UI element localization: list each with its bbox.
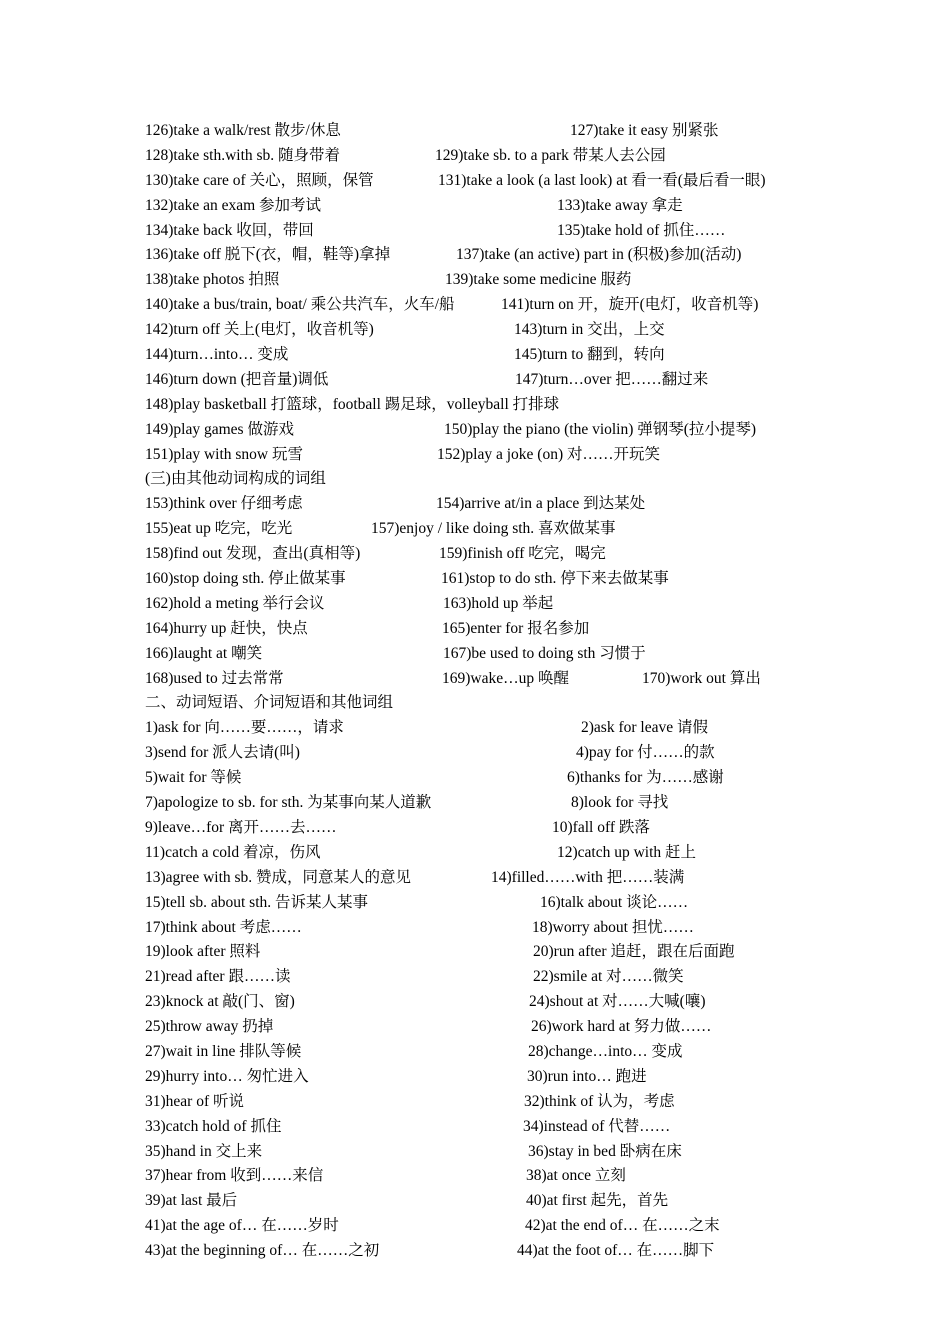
- phrase-row: [145, 268, 865, 293]
- phrase-entry: 144)turn…into… 变成: [145, 346, 289, 364]
- phrase-entry: 168)used to 过去常常: [145, 669, 284, 687]
- phrase-entry: 19)look after 照料: [145, 943, 261, 961]
- phrase-entry: 151)play with snow 玩雪: [145, 445, 304, 463]
- phrase-entry: 14)filled……with 把……装满: [491, 868, 685, 886]
- phrase-entry: 36)stay in bed 卧病在床: [528, 1142, 682, 1160]
- phrase-row: [145, 293, 865, 318]
- phrase-row: [145, 965, 865, 990]
- phrase-row: [145, 592, 865, 617]
- phrase-row: [145, 393, 865, 418]
- phrase-row: [145, 1239, 865, 1264]
- phrase-row: [145, 418, 865, 443]
- phrase-entry: 128)take sth.with sb. 随身带着: [145, 146, 341, 164]
- phrase-row: [145, 318, 865, 343]
- phrase-row: [145, 667, 865, 692]
- phrase-entry: 1)ask for 向……要……，请求: [145, 719, 344, 737]
- phrase-entry: 25)throw away 扔掉: [145, 1018, 274, 1036]
- phrase-entry: 29)hurry into… 匆忙进入: [145, 1067, 309, 1085]
- phrase-row: [145, 1040, 865, 1065]
- phrase-entry: 147)turn…over 把……翻过来: [515, 370, 709, 388]
- phrase-entry: 155)eat up 吃完，吃光: [145, 520, 293, 538]
- phrase-entry: 22)smile at 对……微笑: [533, 968, 684, 986]
- phrase-entry: 二、动词短语、介词短语和其他词组: [145, 694, 394, 712]
- phrase-entry: 161)stop to do sth. 停下来去做某事: [441, 570, 669, 588]
- phrase-row: [145, 517, 865, 542]
- phrase-entry: 5)wait for 等候: [145, 769, 242, 787]
- phrase-entry: 4)pay for 付……的款: [576, 744, 715, 762]
- phrase-row: [145, 567, 865, 592]
- phrase-entry: 130)take care of 关心，照顾，保管: [145, 171, 374, 189]
- phrase-entry: 12)catch up with 赶上: [557, 843, 697, 861]
- phrase-entry: 138)take photos 拍照: [145, 271, 280, 289]
- phrase-row: [145, 990, 865, 1015]
- phrase-entry: 154)arrive at/in a place 到达某处: [436, 495, 646, 513]
- phrase-entry: 140)take a bus/train, boat/ 乘公共汽车，火车/船: [145, 296, 455, 314]
- phrase-entry: 157)enjoy / like doing sth. 喜欢做某事: [371, 520, 616, 538]
- phrase-entry: 32)think of 认为，考虑: [524, 1092, 675, 1110]
- phrase-entry: 132)take an exam 参加考试: [145, 196, 322, 214]
- phrase-entry: 160)stop doing sth. 停止做某事: [145, 570, 346, 588]
- phrase-row: [145, 1189, 865, 1214]
- phrase-row: [145, 1140, 865, 1165]
- phrase-entry: 34)instead of 代替……: [523, 1117, 671, 1135]
- phrase-entry: 146)turn down (把音量)调低: [145, 370, 329, 388]
- phrase-list: [145, 119, 865, 1264]
- phrase-entry: 142)turn off 关上(电灯，收音机等): [145, 321, 374, 339]
- phrase-row: [145, 1090, 865, 1115]
- phrase-entry: 139)take some medicine 服药: [445, 271, 632, 289]
- phrase-entry: 37)hear from 收到……来信: [145, 1167, 324, 1185]
- phrase-entry: 20)run after 追赶，跟在后面跑: [533, 943, 735, 961]
- phrase-entry: 10)fall off 跌落: [552, 818, 650, 836]
- phrase-row: [145, 1164, 865, 1189]
- phrase-entry: 134)take back 收回，带回: [145, 221, 314, 239]
- phrase-entry: 133)take away 拿走: [557, 196, 683, 214]
- phrase-entry: 165)enter for 报名参加: [442, 619, 590, 637]
- phrase-row: [145, 119, 865, 144]
- phrase-entry: 26)work hard at 努力做……: [531, 1018, 712, 1036]
- phrase-entry: 129)take sb. to a park 带某人去公园: [435, 146, 666, 164]
- phrase-row: [145, 866, 865, 891]
- phrase-row: [145, 741, 865, 766]
- phrase-entry: 42)at the end of… 在……之末: [525, 1217, 720, 1235]
- phrase-entry: 135)take hold of 抓住……: [557, 221, 726, 239]
- phrase-entry: 162)hold a meting 举行会议: [145, 594, 325, 612]
- phrase-entry: 18)worry about 担忧……: [532, 918, 694, 936]
- phrase-row: [145, 816, 865, 841]
- phrase-row: [145, 791, 865, 816]
- phrase-entry: 164)hurry up 赶快，快点: [145, 619, 308, 637]
- phrase-entry: 163)hold up 举起: [443, 594, 554, 612]
- phrase-entry: 35)hand in 交上来: [145, 1142, 263, 1160]
- phrase-row: [145, 443, 865, 468]
- phrase-row: [145, 343, 865, 368]
- phrase-entry: 145)turn to 翻到，转向: [514, 346, 665, 364]
- phrase-row: [145, 1115, 865, 1140]
- phrase-entry: 11)catch a cold 着凉，伤风: [145, 843, 321, 861]
- phrase-row: [145, 1214, 865, 1239]
- phrase-entry: 41)at the age of… 在……岁时: [145, 1217, 339, 1235]
- phrase-entry: 167)be used to doing sth 习惯于: [443, 644, 646, 662]
- phrase-entry: 28)change…into… 变成: [528, 1042, 683, 1060]
- phrase-entry: (三)由其他动词构成的词组: [145, 470, 326, 488]
- phrase-row: [145, 841, 865, 866]
- phrase-entry: 169)wake…up 唤醒: [442, 669, 569, 687]
- phrase-entry: 31)hear of 听说: [145, 1092, 244, 1110]
- phrase-entry: 136)take off 脱下(衣，帽，鞋等)拿掉: [145, 246, 391, 264]
- phrase-row: [145, 169, 865, 194]
- phrase-entry: 21)read after 跟……读: [145, 968, 291, 986]
- phrase-entry: 150)play the piano (the violin) 弹钢琴(拉小提琴): [444, 420, 757, 438]
- phrase-row: [145, 542, 865, 567]
- phrase-entry: 27)wait in line 排队等候: [145, 1042, 302, 1060]
- phrase-row: [145, 716, 865, 741]
- phrase-entry: 43)at the beginning of… 在……之初: [145, 1242, 380, 1260]
- phrase-entry: 15)tell sb. about sth. 告诉某人某事: [145, 893, 369, 911]
- phrase-entry: 30)run into… 跑进: [527, 1067, 647, 1085]
- phrase-entry: 152)play a joke (on) 对……开玩笑: [437, 445, 660, 463]
- phrase-entry: 17)think about 考虑……: [145, 918, 302, 936]
- phrase-entry: 2)ask for leave 请假: [581, 719, 708, 737]
- phrase-entry: 153)think over 仔细考虑: [145, 495, 303, 513]
- phrase-entry: 148)play basketball 打篮球，football 踢足球，volleyball 打排球: [145, 395, 560, 413]
- phrase-row: [145, 1015, 865, 1040]
- phrase-row: [145, 368, 865, 393]
- phrase-entry: 24)shout at 对……大喊(嚷): [529, 993, 706, 1011]
- phrase-entry: 127)take it easy 别紧张: [570, 122, 719, 139]
- phrase-entry: 8)look for 寻找: [571, 794, 669, 812]
- section-heading: [145, 691, 865, 716]
- phrase-row: [145, 144, 865, 169]
- phrase-row: [145, 891, 865, 916]
- phrase-row: [145, 617, 865, 642]
- phrase-entry: 143)turn in 交出，上交: [514, 321, 665, 339]
- phrase-row: [145, 766, 865, 791]
- phrase-row: [145, 642, 865, 667]
- phrase-entry: 158)find out 发现，查出(真相等): [145, 545, 361, 563]
- phrase-entry: 9)leave…for 离开……去……: [145, 818, 337, 836]
- phrase-entry: 141)turn on 开，旋开(电灯，收音机等): [501, 296, 759, 314]
- phrase-entry: 170)work out 算出: [642, 669, 761, 687]
- phrase-entry: 38)at once 立刻: [526, 1167, 626, 1185]
- phrase-row: [145, 1065, 865, 1090]
- phrase-entry: 159)finish off 吃完，喝完: [439, 545, 606, 563]
- phrase-entry: 23)knock at 敲(门、窗): [145, 993, 295, 1011]
- phrase-entry: 13)agree with sb. 赞成，同意某人的意见: [145, 868, 412, 886]
- phrase-row: [145, 940, 865, 965]
- phrase-entry: 126)take a walk/rest 散步/休息: [145, 122, 341, 139]
- phrase-entry: 137)take (an active) part in (积极)参加(活动): [456, 246, 742, 264]
- phrase-entry: 44)at the foot of… 在……脚下: [517, 1242, 715, 1260]
- phrase-row: [145, 219, 865, 244]
- phrase-row: [145, 492, 865, 517]
- phrase-entry: 131)take a look (a last look) at 看一看(最后看一眼): [438, 171, 766, 189]
- phrase-entry: 7)apologize to sb. for sth. 为某事向某人道歉: [145, 794, 432, 812]
- phrase-entry: 3)send for 派人去请(叫): [145, 744, 300, 762]
- phrase-row: [145, 243, 865, 268]
- phrase-entry: 40)at first 起先，首先: [526, 1192, 669, 1210]
- phrase-entry: 6)thanks for 为……感谢: [567, 769, 724, 787]
- phrase-entry: 39)at last 最后: [145, 1192, 238, 1210]
- phrase-entry: 166)laught at 嘲笑: [145, 644, 263, 662]
- phrase-entry: 149)play games 做游戏: [145, 420, 294, 438]
- phrase-entry: 33)catch hold of 抓住: [145, 1117, 282, 1135]
- phrase-entry: 16)talk about 谈论……: [540, 893, 689, 911]
- section-heading: [145, 467, 865, 492]
- phrase-row: [145, 194, 865, 219]
- phrase-row: [145, 916, 865, 941]
